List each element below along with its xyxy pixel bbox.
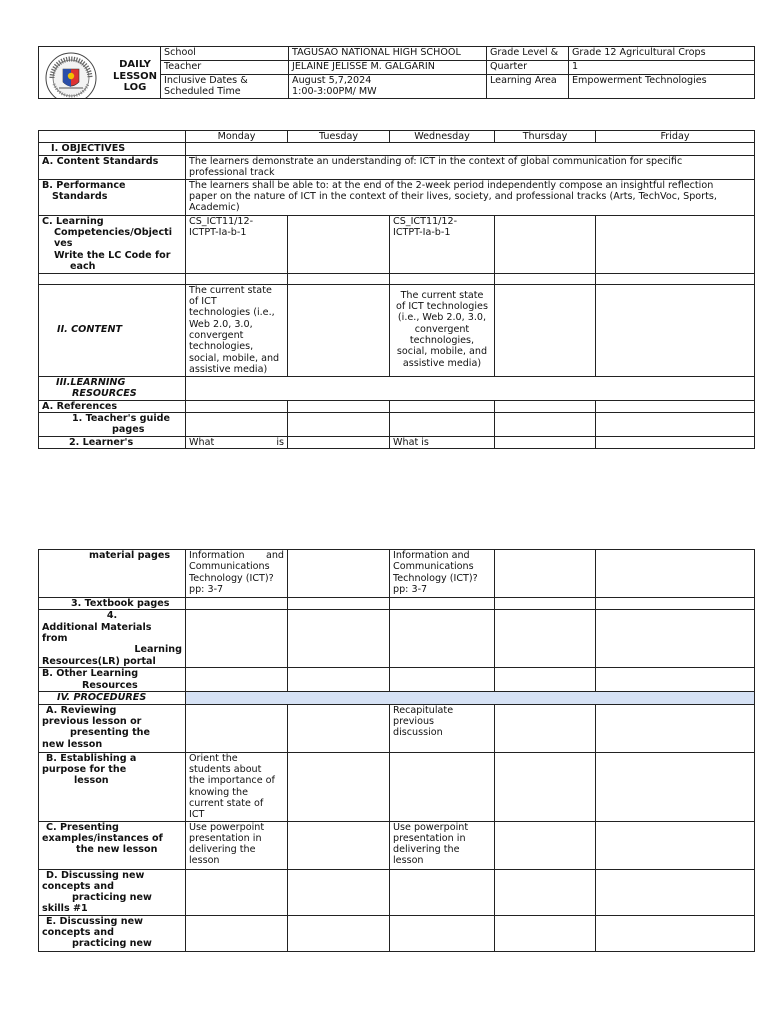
label-line: practicing new <box>72 938 152 950</box>
quarter-value: 1 <box>569 61 755 75</box>
other-friday <box>596 668 755 692</box>
dates-label-line: Scheduled Time <box>164 86 241 98</box>
label-line: concepts and <box>42 927 114 939</box>
grade-value: Grade 12 Agricultural Crops <box>569 47 755 61</box>
content-wednesday <box>390 284 495 376</box>
label-line: pages <box>112 424 145 436</box>
lm-line: pp: 3-7 <box>393 583 428 595</box>
label-line: new lesson <box>42 738 103 750</box>
procedure-a-friday <box>596 704 755 752</box>
procedure-e-tuesday <box>288 915 390 951</box>
textbook-wednesday <box>390 598 495 610</box>
references-label: A. References <box>39 400 186 412</box>
procedures-bar <box>186 692 755 704</box>
cell-line: ICT <box>189 809 205 821</box>
cell-line: discussion <box>393 727 443 739</box>
dates-value-line: 1:00-3:00PM/ MW <box>292 86 377 98</box>
procedure-c-monday <box>186 821 288 869</box>
performance-standards-label <box>39 179 186 215</box>
procedure-b-tuesday <box>288 752 390 821</box>
dates-value <box>289 75 487 99</box>
cell-line: previous <box>393 715 435 727</box>
textbook-monday <box>186 598 288 610</box>
label-line: Resources <box>82 679 138 691</box>
school-label: School <box>161 47 289 61</box>
lm-friday-top <box>596 436 755 448</box>
lc-monday <box>186 215 288 273</box>
area-label: Learning Area <box>487 75 569 99</box>
cell-line: presentation in <box>393 832 466 844</box>
procedure-d-wednesday <box>390 869 495 915</box>
separator-cell <box>288 273 390 284</box>
word: What <box>189 436 215 448</box>
procedure-e-friday <box>596 915 755 951</box>
label-line: E. Discussing new <box>46 915 143 927</box>
procedure-a-wednesday <box>390 704 495 752</box>
label-line: C. Presenting <box>46 821 119 833</box>
label-line: Write the LC Code for <box>54 249 171 261</box>
other-tuesday <box>288 668 390 692</box>
content-line: social, mobile, and <box>396 346 488 358</box>
label-line: purpose for the <box>42 763 127 775</box>
procedure-b-monday <box>186 752 288 821</box>
dates-label <box>161 75 289 99</box>
lesson-log-table-part1 <box>38 130 755 449</box>
references-thursday <box>495 400 596 412</box>
procedure-c-thursday <box>495 821 596 869</box>
lm-monday-top <box>186 436 288 448</box>
separator-cell <box>39 273 186 284</box>
label-line: the new lesson <box>76 844 158 856</box>
procedure-e-label <box>39 915 186 951</box>
text-line: professional track <box>189 166 275 178</box>
textbook-pages-label: 3. Textbook pages <box>39 598 186 610</box>
references-wednesday <box>390 400 495 412</box>
heading-line: III.LEARNING <box>56 376 126 388</box>
procedure-a-monday <box>186 704 288 752</box>
label-line: examples/instances of <box>42 832 163 844</box>
corner-cell <box>39 131 186 143</box>
text-line: The learners demonstrate an understanding of: ICT in the context of global communication for specific <box>189 155 683 167</box>
lm-thursday <box>495 550 596 598</box>
dates-value-line: August 5,7,2024 <box>292 75 372 86</box>
additional-monday <box>186 610 288 668</box>
word: and <box>265 550 284 561</box>
text-line: Academic) <box>189 202 240 214</box>
title-line: LESSON <box>112 70 158 82</box>
heading-line: RESOURCES <box>72 387 137 399</box>
label-line: B. Performance <box>42 179 126 191</box>
tg-tuesday <box>288 412 390 436</box>
content-tuesday <box>288 284 390 376</box>
day-header-thursday: Thursday <box>495 131 596 143</box>
label-line: presenting the <box>70 727 150 739</box>
cell-line: Orient the <box>189 752 238 764</box>
label-line: Learning <box>134 644 182 656</box>
content-thursday <box>495 284 596 376</box>
additional-friday <box>596 610 755 668</box>
lc-code-line: ICTPT-Ia-b-1 <box>189 226 247 238</box>
cell-line: the importance of <box>189 775 275 787</box>
procedure-d-thursday <box>495 869 596 915</box>
label-line: 1. Teacher's guide <box>72 412 171 424</box>
procedure-e-monday <box>186 915 288 951</box>
day-header-tuesday: Tuesday <box>288 131 390 143</box>
learning-competencies-label <box>39 215 186 273</box>
textbook-tuesday <box>288 598 390 610</box>
lc-code-line: CS_ICT11/12- <box>393 215 458 227</box>
day-header-monday: Monday <box>186 131 288 143</box>
objectives-blank <box>186 143 755 155</box>
lm-line: Communications <box>393 561 474 573</box>
cell-line: lesson <box>393 855 424 867</box>
label-line: skills #1 <box>42 903 88 915</box>
label-line: from <box>42 632 68 644</box>
procedure-a-label <box>39 704 186 752</box>
area-value: Empowerment Technologies <box>569 75 755 99</box>
additional-materials-label <box>39 610 186 668</box>
procedures-heading: IV. PROCEDURES <box>39 692 186 704</box>
cell-line: delivering the <box>393 844 460 856</box>
content-heading: II. CONTENT <box>39 284 186 376</box>
header-logo-cell <box>39 47 161 99</box>
procedure-c-tuesday <box>288 821 390 869</box>
lm-line: Technology (ICT)? <box>393 572 478 584</box>
content-line: The current state <box>400 289 484 301</box>
separator-cell <box>390 273 495 284</box>
lm-monday-top-line <box>189 437 284 448</box>
other-wednesday <box>390 668 495 692</box>
lm-tuesday-top <box>288 436 390 448</box>
additional-thursday <box>495 610 596 668</box>
tg-wednesday <box>390 412 495 436</box>
learning-resources-blank <box>186 376 755 400</box>
lm-line: pp: 3-7 <box>189 583 224 595</box>
content-standards-text <box>186 155 755 179</box>
cell-line: lesson <box>189 855 220 867</box>
tg-monday <box>186 412 288 436</box>
procedure-d-label <box>39 869 186 915</box>
grade-label: Grade Level & <box>487 47 569 61</box>
label-line: B. Establishing a <box>46 752 137 764</box>
cell-line: current state of <box>189 797 264 809</box>
procedure-c-friday <box>596 821 755 869</box>
label-line: lesson <box>74 775 109 787</box>
content-line: of ICT technologies <box>396 300 488 312</box>
lc-thursday <box>495 215 596 273</box>
tg-friday <box>596 412 755 436</box>
cell-line: Use powerpoint <box>393 821 469 833</box>
references-monday <box>186 400 288 412</box>
daily-lesson-log-title <box>107 59 161 94</box>
content-monday <box>186 284 288 376</box>
references-friday <box>596 400 755 412</box>
label-line: each <box>70 260 96 272</box>
separator-cell <box>495 273 596 284</box>
day-header-friday: Friday <box>596 131 755 143</box>
lm-wednesday-top: What is <box>390 436 495 448</box>
content-line: technologies, <box>189 341 254 353</box>
word: Information <box>189 550 245 561</box>
other-monday <box>186 668 288 692</box>
label-line: Competencies/Objecti <box>54 226 173 238</box>
lm-line: Technology (ICT)? <box>189 572 274 584</box>
lc-friday <box>596 215 755 273</box>
cell-line: Recapitulate <box>393 704 454 716</box>
other-thursday <box>495 668 596 692</box>
teacher-value: JELAINE JELISSE M. GALGARIN <box>289 61 487 75</box>
lm-line <box>189 550 284 561</box>
content-line: convergent <box>414 323 470 335</box>
label-line: C. Learning <box>42 215 104 227</box>
lm-friday <box>596 550 755 598</box>
school-value: TAGUSAO NATIONAL HIGH SCHOOL <box>289 47 487 61</box>
content-line: Web 2.0, 3.0, <box>189 318 253 330</box>
procedure-e-wednesday <box>390 915 495 951</box>
quarter-label: Quarter <box>487 61 569 75</box>
other-resources-label <box>39 668 186 692</box>
content-line: convergent <box>189 329 244 341</box>
content-line: assistive media) <box>402 357 482 369</box>
learners-material-label: 2. Learner's <box>39 436 186 448</box>
lm-thursday-top <box>495 436 596 448</box>
procedure-b-label <box>39 752 186 821</box>
cell-line: Use powerpoint <box>189 821 265 833</box>
cell-line: knowing the <box>189 786 248 798</box>
label-line: Resources(LR) portal <box>42 655 156 667</box>
dates-label-line: Inclusive Dates & <box>164 75 248 86</box>
textbook-friday <box>596 598 755 610</box>
additional-tuesday <box>288 610 390 668</box>
separator-cell <box>596 273 755 284</box>
content-line: social, mobile, and <box>189 352 280 364</box>
lc-code-line: CS_ICT11/12- <box>189 215 254 227</box>
procedure-b-friday <box>596 752 755 821</box>
content-friday <box>596 284 755 376</box>
cell-line: presentation in <box>189 832 262 844</box>
separator-cell <box>186 273 288 284</box>
learning-resources-heading <box>39 376 186 400</box>
tg-thursday <box>495 412 596 436</box>
label-line: Additional Materials <box>42 621 152 633</box>
procedure-a-thursday <box>495 704 596 752</box>
label-line: A. Reviewing <box>46 704 117 716</box>
additional-wednesday <box>390 610 495 668</box>
label-line: B. Other Learning <box>42 668 139 680</box>
title-line: DAILY <box>119 59 151 70</box>
label-line: practicing new <box>72 892 152 904</box>
procedure-b-thursday <box>495 752 596 821</box>
label-line: concepts and <box>42 880 114 892</box>
lm-line: Communications <box>189 561 270 573</box>
procedure-d-friday <box>596 869 755 915</box>
lc-tuesday <box>288 215 390 273</box>
day-header-wednesday: Wednesday <box>390 131 495 143</box>
label-line: previous lesson or <box>42 715 142 727</box>
content-line: (i.e., Web 2.0, 3.0, <box>397 312 487 324</box>
lm-wednesday <box>390 550 495 598</box>
procedure-b-wednesday <box>390 752 495 821</box>
lm-line: Information and <box>393 550 470 561</box>
content-line: of ICT <box>189 295 217 307</box>
procedure-c-label <box>39 821 186 869</box>
content-standards-label: A. Content Standards <box>39 155 186 179</box>
label-line: 4. <box>106 610 118 622</box>
procedure-e-thursday <box>495 915 596 951</box>
objectives-heading: I. OBJECTIVES <box>39 143 186 155</box>
title-line: LOG <box>123 82 147 93</box>
teacher-label: Teacher <box>161 61 289 75</box>
header-table <box>38 46 755 99</box>
procedure-d-monday <box>186 869 288 915</box>
lesson-log-table-part2 <box>38 549 755 952</box>
textbook-thursday <box>495 598 596 610</box>
lm-monday <box>186 550 288 598</box>
label-line: ves <box>54 238 73 250</box>
procedure-a-tuesday <box>288 704 390 752</box>
lm-tuesday <box>288 550 390 598</box>
text-line: paper on the nature of ICT in the context of their lives, society, and professional tracks (Arts, TechVoc, Sports, <box>189 190 717 202</box>
word: is <box>276 436 284 448</box>
procedure-d-tuesday <box>288 869 390 915</box>
cell-line: delivering the <box>189 844 256 856</box>
content-line: assistive media) <box>189 363 268 375</box>
content-line: technologies (i.e., <box>189 307 275 319</box>
lc-wednesday <box>390 215 495 273</box>
deped-seal-icon <box>45 52 97 98</box>
learners-material-label-cont: material pages <box>39 550 186 598</box>
lc-code-line: ICTPT-Ia-b-1 <box>393 226 451 238</box>
content-line: The current state <box>189 284 272 296</box>
label-line: Standards <box>52 190 108 202</box>
cell-line: students about <box>189 763 262 775</box>
teachers-guide-label <box>39 412 186 436</box>
performance-standards-text <box>186 179 755 215</box>
text-line: The learners shall be able to: at the end of the 2-week period independently compose an insightful reflection <box>189 179 714 191</box>
references-tuesday <box>288 400 390 412</box>
procedure-c-wednesday <box>390 821 495 869</box>
content-line: technologies, <box>409 334 475 346</box>
label-line: D. Discussing new <box>46 869 145 881</box>
